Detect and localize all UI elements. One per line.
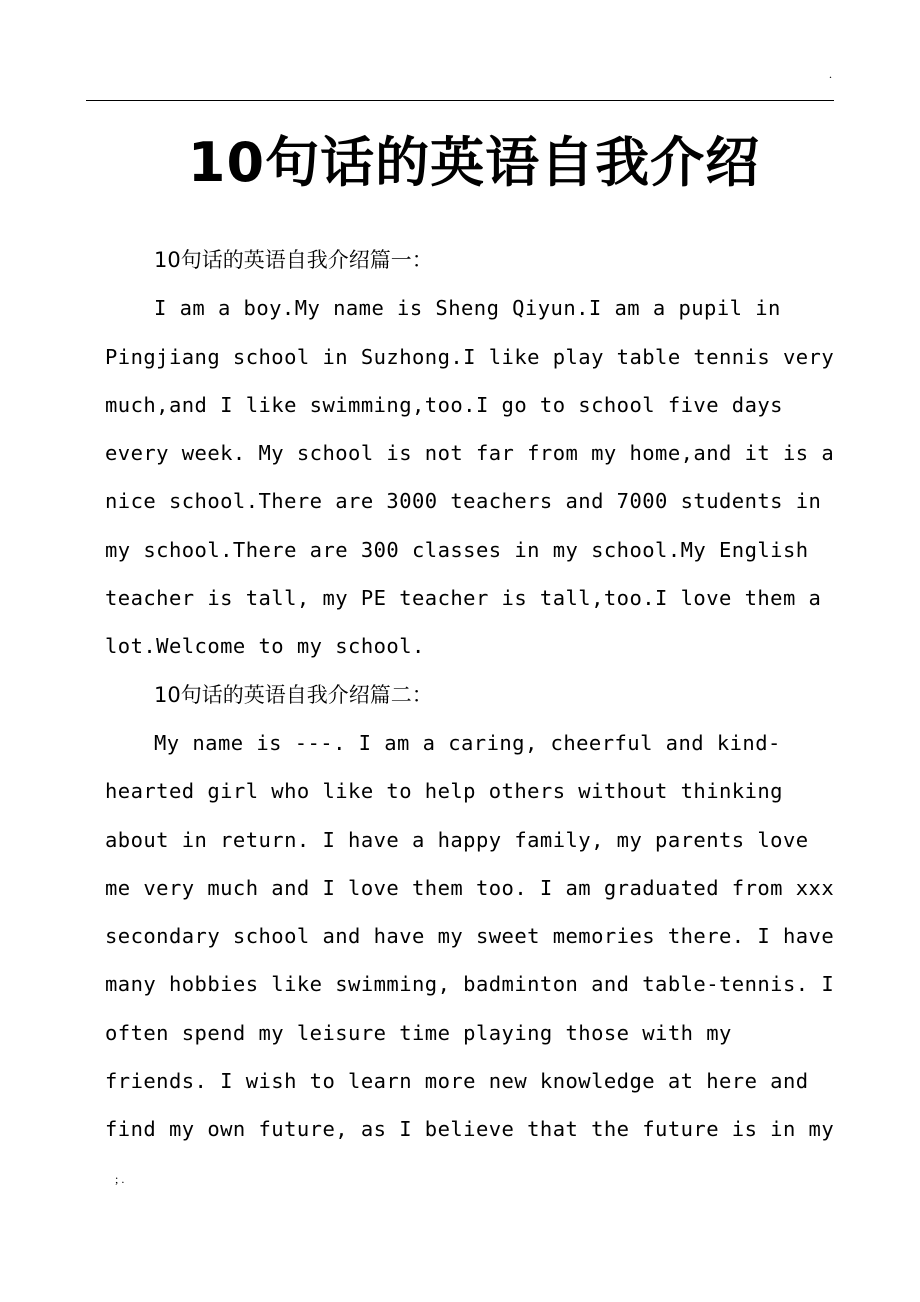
text-line: My name is ---. I am a caring, cheerful and kind-	[154, 730, 781, 755]
text-line: friends. I wish to learn more new knowledge at here and	[105, 1069, 809, 1094]
text-line: I am a boy.My name is Sheng Qiyun.I am a pupil in	[154, 296, 781, 321]
text-line: find my own future, as I believe that the future is in my	[105, 1117, 835, 1142]
text-line: my school.There are 300 classes in my school.My English	[105, 537, 809, 562]
header-rule	[86, 100, 834, 101]
text-line: secondary school and have my sweet memories there. I have	[105, 924, 835, 949]
text-line: much,and I like swimming,too.I go to school five days	[105, 392, 783, 417]
header-corner-mark: .	[829, 67, 832, 81]
section-heading: 10句话的英语自我介绍篇一：	[154, 248, 433, 272]
text-line: Pingjiang school in Suzhong.I like play table tennis very	[105, 344, 835, 369]
section-heading: 10句话的英语自我介绍篇二：	[154, 682, 433, 707]
footer-mark: ; .	[115, 1172, 125, 1186]
text-line: often spend my leisure time playing those with my	[105, 1020, 732, 1045]
text-line: hearted girl who like to help others without thinking	[105, 779, 783, 804]
text-line: lot.Welcome to my school.	[105, 634, 425, 659]
text-line: many hobbies like swimming, badminton and table-tennis. I	[105, 972, 835, 997]
text-line: me very much and I love them too. I am graduated from xxx	[105, 875, 835, 900]
document-body	[105, 236, 835, 1154]
text-line: nice school.There are 3000 teachers and 7000 students in	[105, 489, 822, 514]
text-line: teacher is tall, my PE teacher is tall,too.I love them a	[105, 586, 822, 611]
text-line: every week. My school is not far from my home,and it is a	[105, 441, 835, 466]
document-title: 10句话的英语自我介绍	[187, 131, 761, 194]
text-line: about in return. I have a happy family, my parents love	[105, 827, 809, 852]
